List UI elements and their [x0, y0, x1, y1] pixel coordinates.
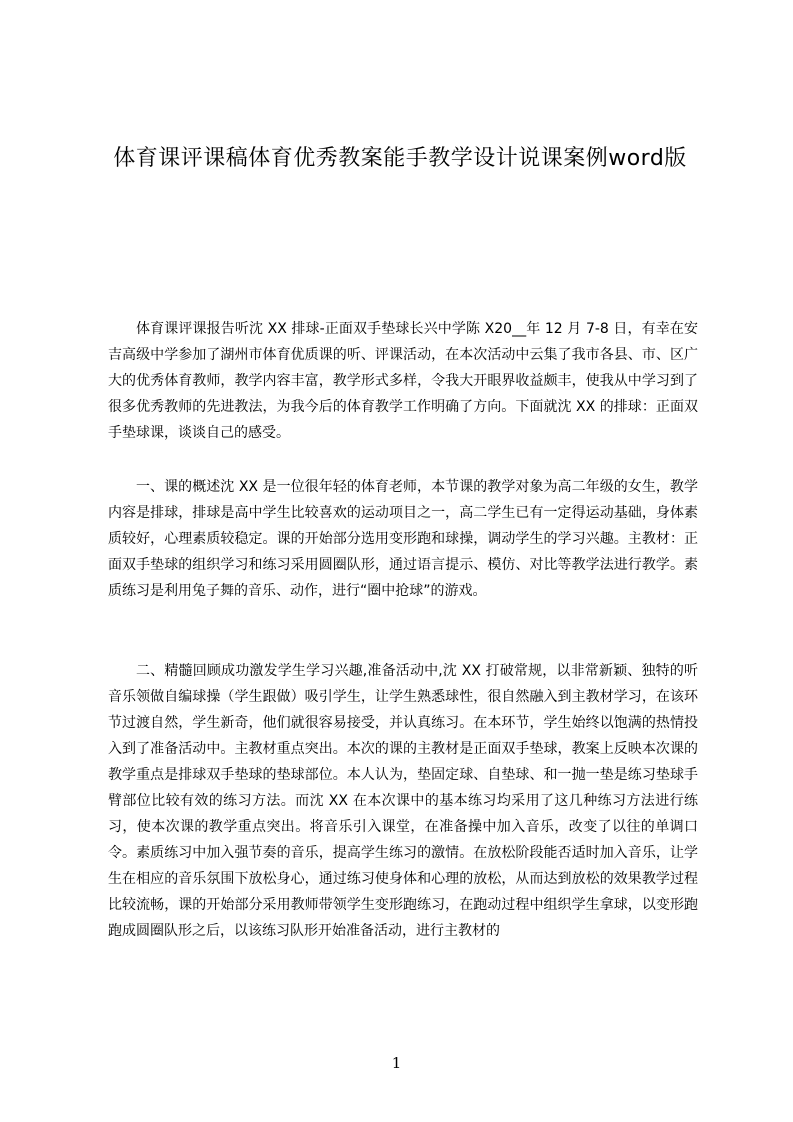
paragraph-highlights: 二、精髓回顾成功激发学生学习兴趣,准备活动中,沈 XX 打破常规，以非常新颖、独特的听音乐领做自编球操（学生跟做）吸引学生，让学生熟悉球性，很自然融入到主教材学习，在该环节过渡自然，学生新奇，他们就很容易接受，并认真练习。在本环节，学生始终以饱满的热情投入到了准备活动中。主教材重点突出。本次的课的主教材是正面双手垫球，教案上反映本次课的教学重点是排球双手垫球的垫球部位。本人认为，垫固定球、自垫球、和一抛一垫是练习垫球手臂部位比较有效的练习方法。而沈 XX 在本次课中的基本练习均采用了这几种练习方法进行练习，使本次课的教学重点突出。将音乐引入课堂，在准备操中加入音乐，改变了以往的单调口令。素质练习中加入强节奏的音乐，提高学生练习的激情。在放松阶段能否适时加入音乐，让学生在相应的音乐氛围下放松身心，通过练习使身体和心理的放松，从而达到放松的效果教学过程比较流畅，课的开始部分采用教师带领学生变形跑练习，在跑动过程中组织学生拿球，以变形跑跑成圆圈队形之后，以该练习队形开始准备活动，进行主教材的 — [108, 663, 698, 939]
paragraph-course-overview: 一、课的概述沈 XX 是一位很年轻的体育老师，本节课的教学对象为高二年级的女生，教学内容是排球，排球是高中学生比较喜欢的运动项目之一，高二学生已有一定得运动基础，身体素质较好，心理素质较稳定。课的开始部分选用变形跑和球操，调动学生的学习兴趣。主教材：正面双手垫球的组织学习和练习采用圆圈队形，通过语言提示、模仿、对比等教学法进行教学。素质练习是利用兔子舞的音乐、动作，进行“圈中抢球”的游戏。 — [108, 479, 698, 599]
document-title: 体育课评课稿体育优秀教案能手教学设计说课案例word版 — [113, 146, 687, 171]
paragraph-intro: 体育课评课报告听沈 XX 排球-正面双手垫球长兴中学陈 X20__年 12 月 7-8 日，有幸在安吉高级中学参加了湖州市体育优质课的听、评课活动，在本次活动中云集了我市各县、市、区广大的优秀体育教师，教学内容丰富，教学形式多样，令我大开眼界收益颇丰，使我从中学习到了很多优秀教师的先进教法，为我今后的体育教学工作明确了方向。下面就沈 XX 的排球：正面双手垫球课，谈谈自己的感受。 — [108, 321, 698, 441]
page-number: 1 — [391, 1054, 402, 1072]
